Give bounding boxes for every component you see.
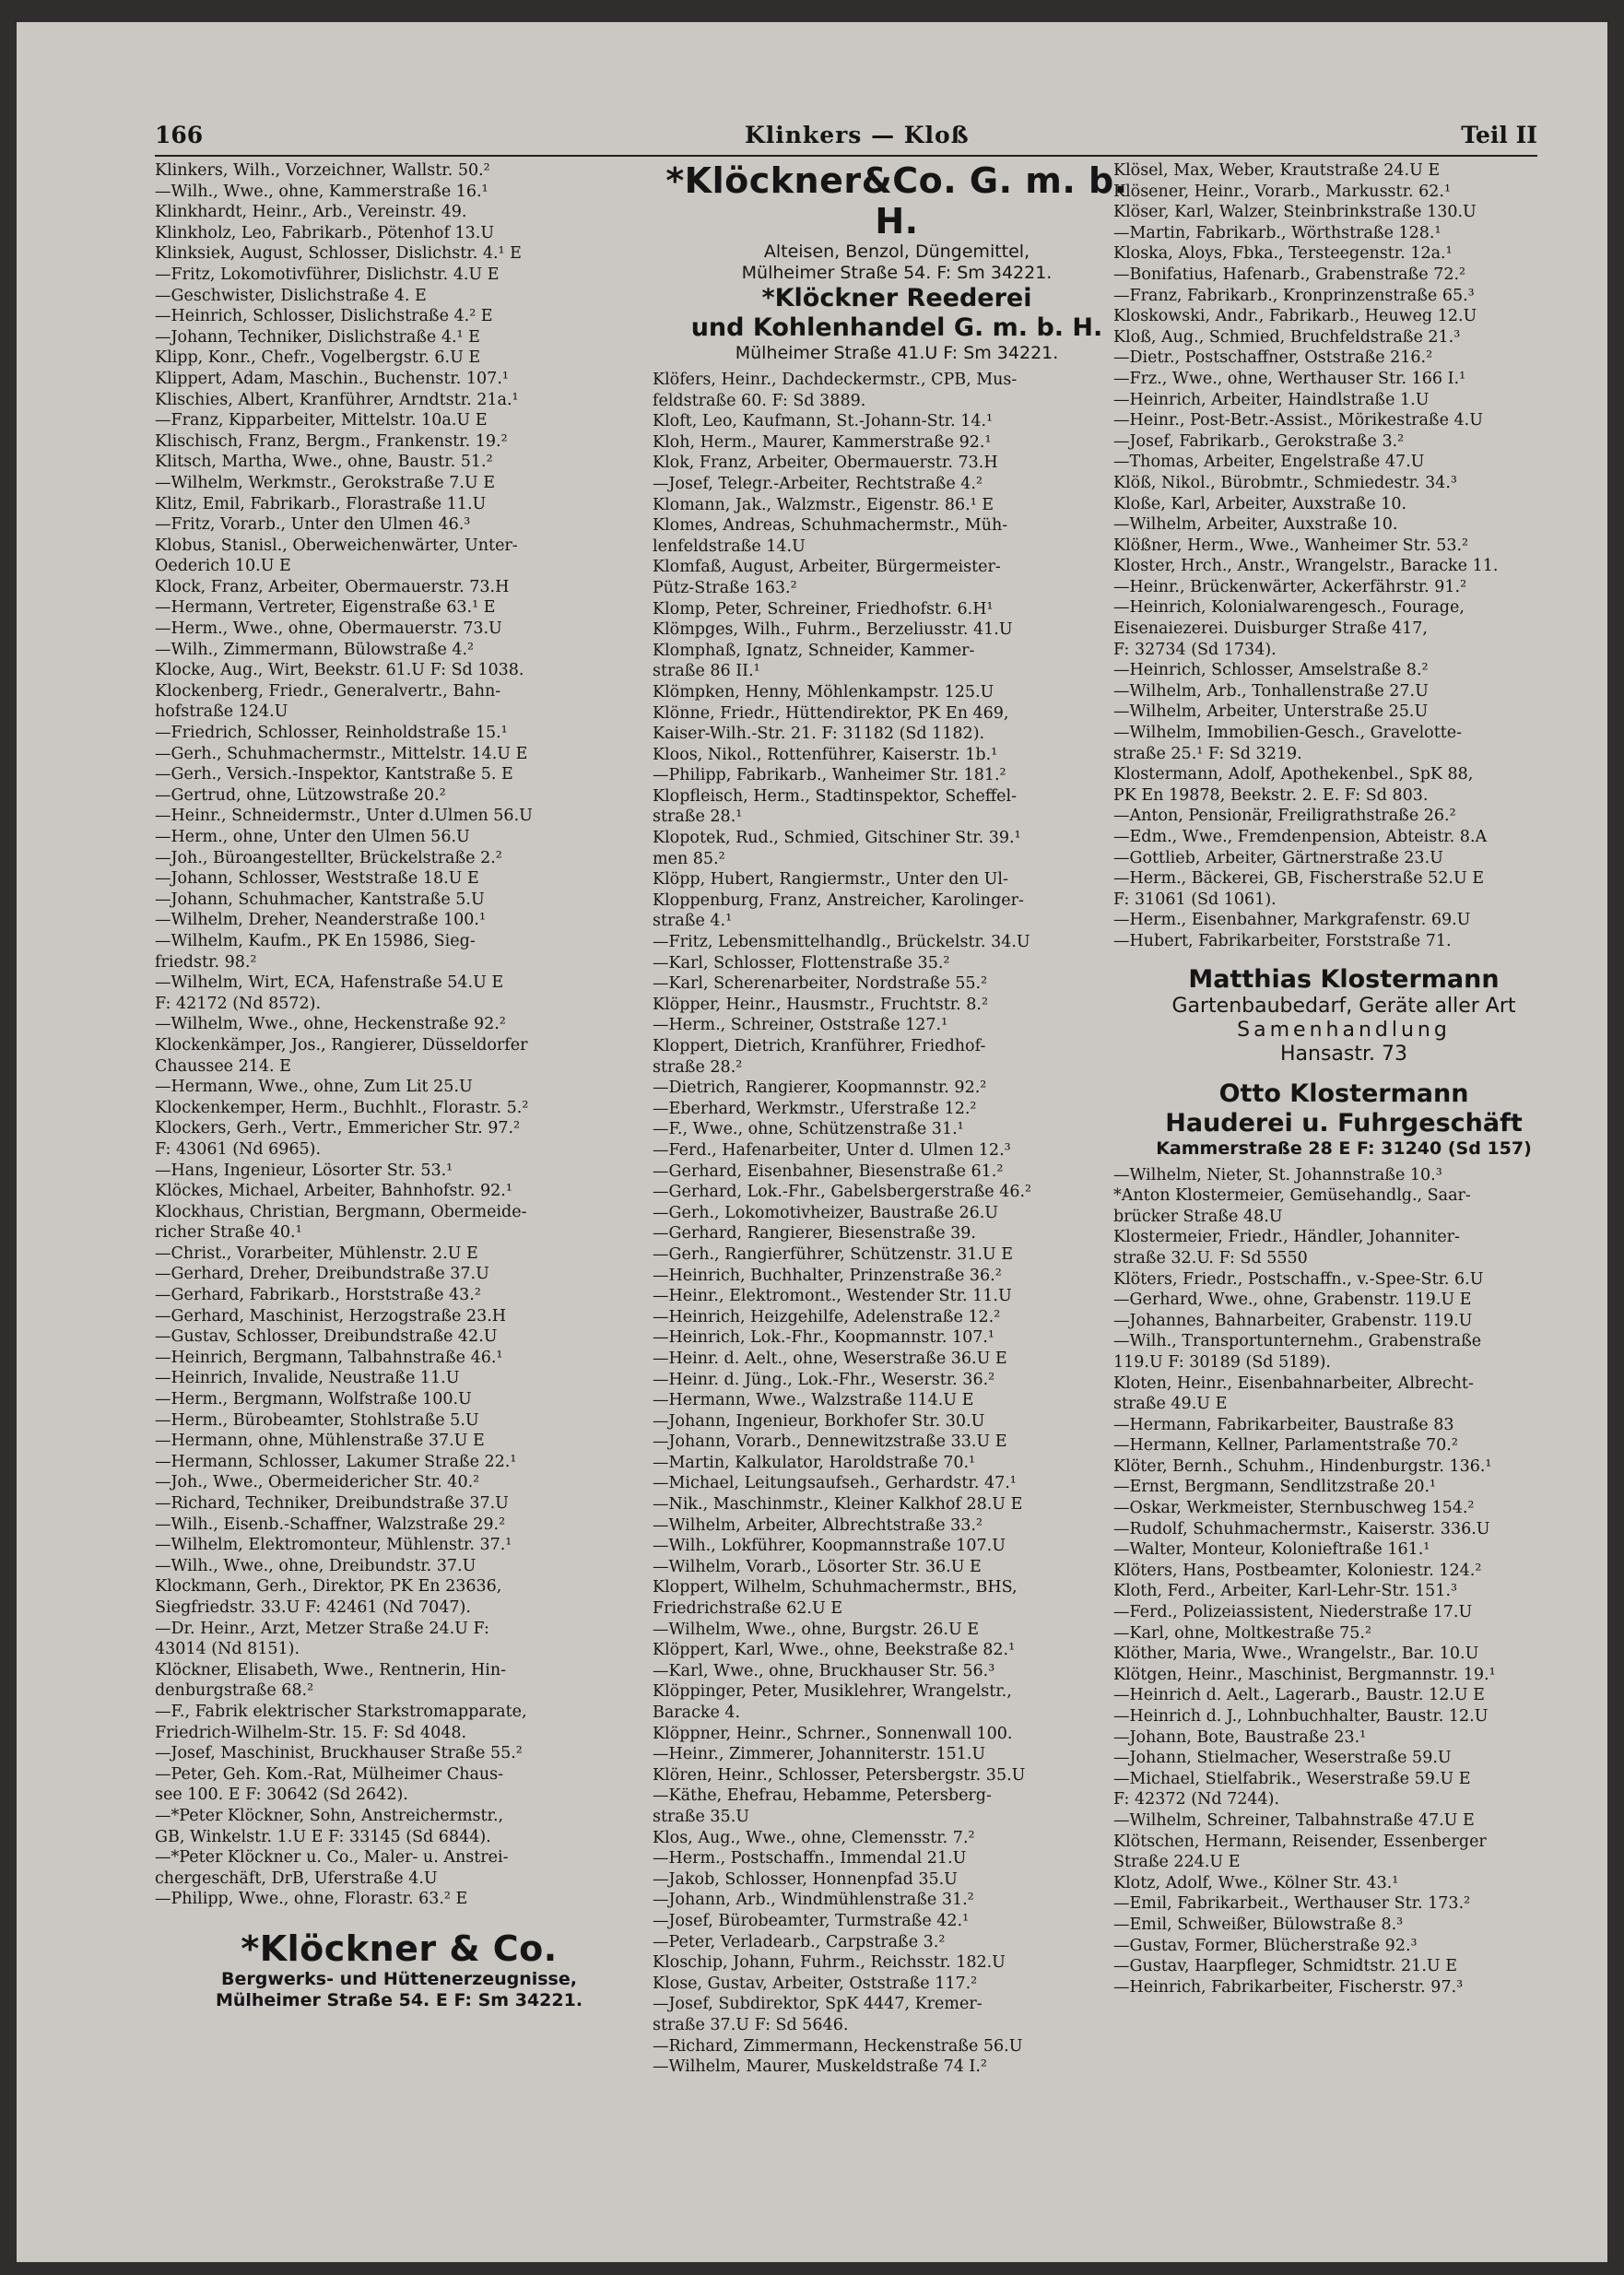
- directory-entry: —Johann, Techniker, Dislichstraße 4.¹ E: [155, 327, 480, 347]
- directory-entry: —Wilhelm, Arbeiter, Auxstraße 10.: [1113, 515, 1398, 535]
- directory-entry: Klockenberg, Friedr., Generalvertr., Bahn-: [155, 681, 501, 701]
- directory-entry: Kloße, Karl, Arbeiter, Auxstraße 10.: [1113, 494, 1407, 513]
- directory-entry: Klitsch, Martha, Wwe., ohne, Baustr. 51.²: [155, 453, 493, 472]
- ad-title: Otto Klostermann: [1218, 1079, 1469, 1108]
- directory-entry: Kloß, Aug., Schmied, Bruchfeldstraße 21.³: [1113, 327, 1461, 347]
- directory-entry: —Johann, Arb., Windmühlenstraße 31.²: [653, 1891, 974, 1910]
- directory-entry: —Frz., Wwe., ohne, Werthauser Str. 166 I.¹: [1113, 369, 1466, 388]
- directory-entry: —Emil, Fabrikarbeit., Werthauser Str. 173.²: [1113, 1894, 1471, 1914]
- directory-entry: Siegfriedstr. 33.U F: 42461 (Nd 7047).: [155, 1597, 471, 1617]
- directory-entry: Klomp, Peter, Schreiner, Friedhofstr. 6.H¹: [653, 599, 994, 619]
- directory-entry: —F., Wwe., ohne, Schützenstraße 31.¹: [653, 1120, 964, 1139]
- directory-entry: Klopfleisch, Herm., Stadtinspektor, Scheffel-: [653, 786, 1018, 806]
- directory-entry: F: 42372 (Nd 7244).: [1113, 1790, 1280, 1809]
- directory-entry: —F., Fabrik elektrischer Starkstromapparate,: [155, 1702, 527, 1721]
- directory-entry: Klopotek, Rud., Schmied, Gitschiner Str. 39.¹: [653, 829, 1021, 848]
- directory-entry: —Herm., Postschaffn., Immendal 21.U: [653, 1849, 967, 1868]
- directory-entry: brücker Straße 48.U: [1113, 1207, 1283, 1226]
- directory-entry: Kloskowski, Andr., Fabrikarb., Heuweg 12.U: [1113, 307, 1477, 326]
- directory-entry: —Hermann, Wwe., ohne, Zum Lit 25.U: [155, 1078, 473, 1097]
- directory-entry: —Nik., Maschinmstr., Kleiner Kalkhof 28.U E: [653, 1495, 1023, 1515]
- directory-entry: —Heinr., Elektromont., Westender Str. 11.U: [653, 1287, 1012, 1306]
- directory-entry: —Johann, Schuhmacher, Kantstraße 5.U: [155, 890, 485, 909]
- directory-entry: —Heinr. d. Jüng., Lok.-Fhr., Weserstr. 36.²: [653, 1370, 995, 1389]
- directory-entry: friedstr. 98.²: [155, 952, 257, 972]
- directory-entry: see 100. E F: 30642 (Sd 2642).: [155, 1786, 408, 1805]
- directory-entry: Klöter, Bernh., Schuhm., Hindenburgstr. 136.¹: [1113, 1456, 1492, 1476]
- directory-entry: —Gustav, Haarpfleger, Schmidtstr. 21.U E: [1113, 1957, 1457, 1976]
- directory-entry: —Johannes, Bahnarbeiter, Grabenstr. 119.U: [1113, 1311, 1473, 1330]
- directory-entry: Baracke 4.: [653, 1703, 741, 1722]
- directory-entry: —Geschwister, Dislichstraße 4. E: [155, 286, 427, 305]
- directory-entry: —Gerh., Versich.-Inspektor, Kantstraße 5. E: [155, 765, 513, 784]
- directory-entry: lenfeldstraße 14.U: [653, 536, 806, 556]
- directory-entry: —Dietrich, Rangierer, Koopmannstr. 92.²: [653, 1079, 987, 1098]
- directory-entry: —Heinr., Post-Betr.-Assist., Mörikestraße 4.U: [1113, 411, 1483, 430]
- directory-entry: —Hans, Ingenieur, Lösorter Str. 53.¹: [155, 1161, 453, 1180]
- directory-entry: Klostermann, Adolf, Apothekenbel., SpK 88,: [1113, 765, 1474, 784]
- directory-entry: —Heinrich d. Aelt., Lagerarb., Baustr. 12.U E: [1113, 1686, 1485, 1705]
- ad-title: Hauderei u. Fuhrgeschäft: [1165, 1108, 1523, 1138]
- directory-entry: —Gustav, Former, Blücherstraße 92.³: [1113, 1936, 1418, 1955]
- section-label: Teil II: [1461, 122, 1537, 148]
- directory-entry: —Wilh., Wwe., ohne, Dreibundstr. 37.U: [155, 1556, 477, 1575]
- directory-entry: —Heinr., Schneidermstr., Unter d.Ulmen 56.U: [155, 807, 533, 826]
- directory-entry: —Herm., Wwe., ohne, Obermauerstr. 73.U: [155, 619, 502, 639]
- directory-entry: —Josef, Fabrikarb., Gerokstraße 3.²: [1113, 431, 1405, 451]
- directory-entry: Klockmann, Gerh., Direktor, PK En 23636,: [155, 1577, 502, 1597]
- ad-line: Mülheimer Straße 54. E F: Sm 34221.: [215, 1989, 583, 2010]
- directory-entry: straße 49.U E: [1113, 1395, 1228, 1414]
- directory-entry: —Hermann, Wwe., Walzstraße 114.U E: [653, 1391, 974, 1410]
- directory-entry: —Gerh., Lokomotivheizer, Baustraße 26.U: [653, 1203, 999, 1222]
- entry-list-right-tail: [1113, 1165, 1574, 1998]
- directory-entry: —Karl, Scherenarbeiter, Nordstraße 55.²: [653, 974, 988, 994]
- entry-list-right: [1113, 160, 1574, 952]
- directory-entry: —Herm., Schreiner, Oststraße 127.¹: [653, 1016, 948, 1035]
- directory-entry: —Wilhelm, Schreiner, Talbahnstraße 47.U E: [1113, 1810, 1475, 1830]
- directory-entry: —Heinrich, Arbeiter, Haindlstraße 1.U: [1113, 390, 1430, 409]
- directory-entry: —Heinrich, Kolonialwarengesch., Fouragе,: [1113, 598, 1465, 618]
- directory-entry: —Eberhard, Werkmstr., Uferstraße 12.²: [653, 1099, 977, 1118]
- directory-entry: —Emil, Schweißer, Bülowstraße 8.³: [1113, 1915, 1404, 1934]
- directory-entry: —Christ., Vorarbeiter, Mühlenstr. 2.U E: [155, 1244, 478, 1263]
- directory-entry: Klösel, Max, Weber, Krautstraße 24.U E: [1113, 161, 1441, 180]
- directory-entry: —Heinrich, Fabrikarbeiter, Fischerstr. 97.³: [1113, 1977, 1464, 1997]
- directory-entry: —Heinr. d. Aelt., ohne, Weserstraße 36.U E: [653, 1349, 1007, 1368]
- directory-entry: —Richard, Techniker, Dreibundstraße 37.U: [155, 1494, 509, 1513]
- directory-entry: —Johann, Bote, Baustraße 23.¹: [1113, 1727, 1367, 1747]
- directory-entry: —Wilhelm, Werkmstr., Gerokstraße 7.U E: [155, 473, 495, 492]
- ad-kloeckner-co: [155, 1928, 643, 2011]
- directory-entry: —Gerhard, Wwe., ohne, Grabenstr. 119.U E: [1113, 1291, 1472, 1310]
- directory-entry: Klören, Heinr., Schlosser, Petersbergstr. 35.U: [653, 1765, 1026, 1785]
- directory-entry: Pütz-Straße 163.²: [653, 578, 797, 597]
- directory-entry: Klomes, Andreas, Schuhmachermstr., Müh-: [653, 516, 1008, 536]
- directory-entry: Klischisch, Franz, Bergm., Frankenstr. 19.²: [155, 431, 508, 451]
- directory-entry: straße 35.U: [653, 1807, 749, 1826]
- directory-entry: —Michael, Stielfabrik., Weserstraße 59.U E: [1113, 1769, 1471, 1788]
- directory-entry: F: 43061 (Nd 6965).: [155, 1139, 322, 1159]
- directory-entry: —Wilh., Wwe., ohne, Kammerstraße 16.¹: [155, 182, 488, 201]
- directory-entry: F: 31061 (Sd 1061).: [1113, 890, 1277, 909]
- directory-entry: Klötgen, Heinr., Maschinist, Bergmannstr. 19.¹: [1113, 1665, 1496, 1684]
- directory-entry: —Heinrich, Invalide, Neustraße 11.U: [155, 1369, 460, 1388]
- directory-entry: —Fritz, Lebensmittelhandlg., Brückelstr. 34.U: [653, 933, 1030, 952]
- directory-entry: Eisenaiezerei. Duisburger Straße 417,: [1113, 619, 1428, 639]
- directory-entry: —Ernst, Bergmann, Sendlitzstraße 20.¹: [1113, 1478, 1437, 1497]
- directory-entry: —Gerh., Rangierführer, Schützenstr. 31.U E: [653, 1244, 1013, 1264]
- directory-entry: —Josef, Telegr.-Arbeiter, Rechtstraße 4.²: [653, 474, 983, 493]
- directory-entry: Klöpper, Heinr., Hausmstr., Fruchtstr. 8.²: [653, 995, 989, 1014]
- directory-entry: Klötschen, Hermann, Reisender, Essenberger: [1113, 1832, 1487, 1851]
- ad-kloeckner-gmbh: [653, 160, 1141, 364]
- directory-entry: —Gerhard, Maschinist, Herzogstraße 23.H: [155, 1306, 507, 1326]
- directory-entry: —Gerh., Schuhmachermstr., Mittelstr. 14.U E: [155, 744, 528, 763]
- directory-entry: —Fritz, Vorarb., Unter den Ulmen 46.³: [155, 515, 471, 535]
- directory-entry: —Franz, Fabrikarb., Kronprinzenstraße 65.³: [1113, 286, 1475, 305]
- directory-entry: —Gottlieb, Arbeiter, Gärtnerstraße 23.U: [1113, 848, 1443, 867]
- directory-entry: PK En 19878, Beekstr. 2. E. F: Sd 803.: [1113, 785, 1429, 805]
- directory-entry: Kloos, Nikol., Rottenführer, Kaiserstr. 1b.¹: [653, 745, 998, 764]
- directory-entry: —Herm., Eisenbahner, Markgrafenstr. 69.U: [1113, 911, 1471, 930]
- directory-entry: —Josef, Subdirektor, SpK 4447, Kremer-: [653, 1995, 983, 2014]
- directory-entry: Kloppenburg, Franz, Anstreicher, Karolinger-: [653, 890, 1024, 910]
- ad-title: *Klöckner&Co. G. m. b. H.: [665, 160, 1128, 242]
- directory-entry: straße 4.¹: [653, 912, 733, 931]
- directory-entry: Kloster, Hrch., Anstr., Wrangelstr., Baracke 11.: [1113, 557, 1499, 576]
- directory-entry: F: 32734 (Sd 1734).: [1113, 640, 1277, 659]
- directory-entry: —Jakob, Schlosser, Honnenpfad 35.U: [653, 1869, 958, 1889]
- directory-entry: Klömpges, Wilh., Fuhrm., Berzeliusstr. 41.U: [653, 620, 1013, 640]
- directory-entry: Kaiser-Wilh.-Str. 21. F: 31182 (Sd 1182).: [653, 725, 985, 744]
- directory-entry: —Joh., Büroangestellter, Brückelstraße 2.²: [155, 848, 502, 867]
- column-right: [1113, 160, 1574, 1998]
- page-range: Klinkers — Kloß: [745, 122, 970, 148]
- directory-entry: —Franz, Kipparbeiter, Mittelstr. 10a.U E: [155, 411, 488, 430]
- directory-entry: —Herm., Bürobeamter, Stohlstraße 5.U: [155, 1410, 479, 1430]
- directory-entry: —Wilhelm, Wwe., ohne, Heckenstraße 92.²: [155, 1015, 506, 1034]
- directory-entry: —Gertrud, ohne, Lützowstraße 20.²: [155, 785, 446, 805]
- directory-entry: straße 28.²: [653, 1057, 743, 1077]
- directory-entry: hofstraße 124.U: [155, 702, 288, 722]
- directory-entry: richer Straße 40.¹: [155, 1223, 302, 1243]
- directory-entry: Klok, Franz, Arbeiter, Obermauerstr. 73.H: [653, 454, 998, 473]
- directory-entry: Klöters, Friedr., Postschaffn., v.-Spee-Str. 6.U: [1113, 1269, 1484, 1289]
- directory-entry: —Herm., Bergmann, Wolfstraße 100.U: [155, 1390, 472, 1409]
- directory-entry: —Rudolf, Schuhmachermstr., Kaiserstr. 336.U: [1113, 1519, 1490, 1538]
- directory-entry: —Gerhard, Dreher, Dreibundstraße 37.U: [155, 1265, 489, 1284]
- directory-entry: Klockenkämper, Jos., Rangierer, Düsseldorfer: [155, 1035, 528, 1055]
- directory-entry: —Wilhelm, Nieter, St. Johannstraße 10.³: [1113, 1165, 1442, 1185]
- directory-entry: Klomphaß, Ignatz, Schneider, Kammer-: [653, 641, 975, 660]
- directory-entry: Klöpp, Hubert, Rangiermstr., Unter den Ul-: [653, 870, 1008, 890]
- directory-entry: straße 37.U F: Sd 5646.: [653, 2015, 849, 2034]
- directory-entry: —Wilh., Transportunternehm., Grabenstraße: [1113, 1332, 1482, 1351]
- directory-entry: Klößner, Herm., Wwe., Wanheimer Str. 53.²: [1113, 536, 1469, 555]
- directory-entry: denburgstraße 68.²: [155, 1681, 314, 1701]
- ad-line: Mülheimer Straße 41.U F: Sm 34221.: [735, 343, 1059, 363]
- directory-entry: Friedrich-Wilhelm-Str. 15. F: Sd 4048.: [155, 1723, 467, 1742]
- directory-entry: —Karl, ohne, Moltkestraße 75.²: [1113, 1623, 1371, 1643]
- ad-title: und Kohlenhandel G. m. b. H.: [690, 313, 1103, 342]
- directory-entry: —Philipp, Fabrikarb., Wanheimer Str. 181.²: [653, 766, 1006, 785]
- ad-title: *Klöckner & Co.: [241, 1927, 558, 1969]
- directory-entry: *Anton Klostermeier, Gemüsehandlg., Saar-: [1113, 1186, 1471, 1206]
- directory-entry: Klinkholz, Leo, Fabrikarb., Pötenhof 13.U: [155, 223, 495, 242]
- directory-entry: Klose, Gustav, Arbeiter, Oststraße 117.²: [653, 1974, 978, 1993]
- directory-entry: Klocke, Aug., Wirt, Beekstr. 61.U F: Sd 1038.: [155, 661, 524, 680]
- directory-entry: —Peter, Verladearb., Carpstraße 3.²: [653, 1932, 946, 1951]
- directory-entry: Klinkers, Wilh., Vorzeichner, Wallstr. 50.²: [155, 161, 490, 180]
- ad-line: Hansastr. 73: [1279, 1042, 1407, 1066]
- directory-entry: Klöppner, Heinr., Schrner., Sonnenwall 100.: [653, 1724, 1013, 1743]
- directory-entry: Klippert, Adam, Maschin., Buchenstr. 107.¹: [155, 369, 509, 388]
- ad-line: Alteisen, Benzol, Düngemittel,: [763, 242, 1030, 262]
- directory-entry: —Wilhelm, Arbeiter, Albrechtstraße 33.²: [653, 1515, 983, 1535]
- directory-entry: —Fritz, Lokomotivführer, Dislichstr. 4.U E: [155, 265, 500, 284]
- directory-entry: —Heinr., Zimmerer, Johanniterstr. 151.U: [653, 1745, 986, 1764]
- directory-entry: men 85.²: [653, 849, 725, 868]
- directory-entry: —Wilhelm, Kaufm., PK En 15986, Sieg-: [155, 931, 476, 950]
- directory-entry: Klomfaß, August, Arbeiter, Bürgermeister-: [653, 558, 1001, 577]
- directory-entry: Oederich 10.U E: [155, 557, 291, 576]
- directory-entry: —Wilh., Zimmermann, Bülowstraße 4.²: [155, 640, 475, 659]
- directory-entry: straße 25.¹ F: Sd 3219.: [1113, 744, 1302, 763]
- directory-entry: —Oskar, Werkmeister, Sternbuschweg 154.²: [1113, 1499, 1475, 1518]
- directory-entry: Kloten, Heinr., Eisenbahnarbeiter, Albrecht-: [1113, 1373, 1474, 1393]
- directory-entry: Klöppinger, Peter, Musiklehrer, Wrangelstr.,: [653, 1682, 1012, 1702]
- directory-entry: —Heinrich, Bergmann, Talbahnstraße 46.¹: [155, 1348, 503, 1367]
- directory-entry: —Michael, Leitungsaufseh., Gerhardstr. 47.¹: [653, 1474, 1017, 1493]
- directory-entry: Klockers, Gerh., Vertr., Emmericher Str. 97.²: [155, 1119, 521, 1138]
- directory-entry: straße 86 II.¹: [653, 662, 760, 681]
- directory-entry: Klömpken, Henny, Möhlenkampstr. 125.U: [653, 682, 994, 701]
- ad-line: Mülheimer Straße 54. F: Sm 34221.: [741, 263, 1053, 283]
- directory-entry: Klockhaus, Christian, Bergmann, Obermeide-: [155, 1202, 527, 1221]
- directory-entry: —Gustav, Schlosser, Dreibundstraße 42.U: [155, 1327, 498, 1347]
- directory-entry: —Joh., Wwe., Obermeidericher Str. 40.²: [155, 1473, 480, 1492]
- directory-entry: —Hubert, Fabrikarbeiter, Forststraße 71.: [1113, 931, 1452, 950]
- page-header: [155, 122, 1537, 157]
- directory-entry: Klos, Aug., Wwe., ohne, Clemensstr. 7.²: [653, 1828, 975, 1847]
- directory-entry: Klostermeier, Friedr., Händler, Johanniter-: [1113, 1228, 1460, 1247]
- directory-entry: Friedrichstraße 62.U E: [653, 1599, 843, 1619]
- directory-entry: Kloschip, Johann, Fuhrm., Reichsstr. 182.U: [653, 1953, 1006, 1973]
- directory-entry: —Ferd., Hafenarbeiter, Unter d. Ulmen 12.³: [653, 1140, 1011, 1160]
- directory-entry: —Gerhard, Rangierer, Biesenstraße 39.: [653, 1224, 976, 1244]
- directory-entry: Klockenkemper, Herm., Buchhlt., Florastr. 5.²: [155, 1098, 529, 1117]
- directory-entry: —Wilhelm, Vorarb., Lösorter Str. 36.U E: [653, 1557, 982, 1576]
- ad-line: Gartenbaubedarf, Geräte aller Art: [1171, 994, 1516, 1018]
- directory-entry: —Edm., Wwe., Fremdenpension, Abteistr. 8.A: [1113, 828, 1488, 846]
- ad-title: Matthias Klostermann: [1188, 964, 1500, 994]
- directory-page: [17, 22, 1607, 2262]
- directory-entry: —Johann, Ingenieur, Borkhofer Str. 30.U: [653, 1411, 985, 1431]
- directory-entry: Klipp, Konr., Chefr., Vogelbergstr. 6.U E: [155, 348, 481, 368]
- directory-entry: —Heinrich d. J., Lohnbuchhalter, Baustr. 12.U: [1113, 1707, 1489, 1726]
- directory-entry: —Dietr., Postschaffner, Oststraße 216.²: [1113, 348, 1433, 368]
- ad-line: Samenhandlung: [1237, 1018, 1451, 1042]
- directory-entry: Klöser, Karl, Walzer, Steinbrinkstraße 130.U: [1113, 203, 1477, 222]
- directory-entry: —Gerhard, Fabrikarb., Horststraße 43.²: [155, 1286, 481, 1305]
- directory-entry: —Wilhelm, Immobilien-Gesch., Gravelotte-: [1113, 724, 1463, 743]
- directory-entry: —Wilhelm, Wirt, ECA, Hafenstraße 54.U E: [155, 973, 504, 993]
- directory-entry: —Heinrich, Heizgehilfe, Adelenstraße 12.²: [653, 1307, 1001, 1326]
- directory-entry: —Karl, Wwe., ohne, Bruckhauser Str. 56.³: [653, 1661, 995, 1680]
- directory-entry: Klöfers, Heinr., Dachdeckermstr., CPB, Mus-: [653, 371, 1018, 389]
- directory-entry: —Heinrich, Buchhalter, Prinzenstraße 36.²: [653, 1266, 1002, 1285]
- directory-entry: —Walter, Monteur, Kolonieftraße 161.¹: [1113, 1540, 1430, 1560]
- directory-entry: Klöckes, Michael, Arbeiter, Bahnhofstr. 92.¹: [155, 1182, 512, 1201]
- directory-entry: —Herm., ohne, Unter den Ulmen 56.U: [155, 828, 470, 846]
- directory-entry: —Ferd., Polizeiassistent, Niederstraße 17.U: [1113, 1603, 1473, 1622]
- directory-entry: —Wilhelm, Arb., Tonhallenstraße 27.U: [1113, 681, 1429, 701]
- directory-entry: —Gerhard, Lok.-Fhr., Gabelsbergerstraße 46.²: [653, 1183, 1032, 1202]
- directory-entry: —Richard, Zimmermann, Heckenstraße 56.U: [653, 2036, 1023, 2056]
- directory-entry: Kloth, Ferd., Arbeiter, Karl-Lehr-Str. 151.³: [1113, 1582, 1458, 1601]
- directory-entry: Kloh, Herm., Maurer, Kammerstraße 92.¹: [653, 432, 992, 452]
- ad-title: *Klöckner Reederei: [761, 284, 1032, 312]
- directory-entry: Klomann, Jak., Walzmstr., Eigenstr. 86.¹ E: [653, 495, 994, 514]
- directory-entry: Klöther, Maria, Wwe., Wrangelstr., Bar. 10.U: [1113, 1644, 1479, 1664]
- directory-entry: —Johann, Schlosser, Weststraße 18.U E: [155, 869, 479, 889]
- directory-entry: —Josef, Bürobeamter, Turmstraße 42.¹: [653, 1911, 970, 1930]
- directory-entry: Klöß, Nikol., Bürobmtr., Schmiedestr. 34.³: [1113, 473, 1457, 492]
- directory-entry: Klobus, Stanisl., Oberweichenwärter, Unter-: [155, 536, 518, 555]
- directory-entry: —Hermann, Kellner, Parlamentstraße 70.²: [1113, 1436, 1458, 1456]
- directory-entry: —Heinrich, Schlosser, Amselstraße 8.²: [1113, 661, 1429, 680]
- directory-entry: —*Peter Klöckner, Sohn, Anstreichermstr.,: [155, 1806, 504, 1825]
- directory-entry: —Gerhard, Eisenbahner, Biesenstraße 61.²: [653, 1161, 1004, 1181]
- entry-list-middle: [653, 370, 1141, 2078]
- directory-entry: —Anton, Pensionär, Freiligrathstraße 26.²: [1113, 807, 1456, 826]
- entry-list-left: [155, 160, 643, 1910]
- directory-entry: Kloppert, Wilhelm, Schuhmachermstr., BHS,: [653, 1578, 1018, 1597]
- directory-entry: —Hermann, Schlosser, Lakumer Straße 22.¹: [155, 1452, 517, 1471]
- directory-entry: —Herm., Bäckerei, GB, Fischerstraße 52.U E: [1113, 869, 1485, 889]
- directory-entry: —Wilhelm, Arbeiter, Unterstraße 25.U: [1113, 702, 1429, 722]
- directory-entry: —Karl, Schlosser, Flottenstraße 35.²: [653, 953, 950, 972]
- directory-entry: —Hermann, ohne, Mühlenstraße 37.U E: [155, 1432, 485, 1451]
- directory-entry: —Wilhelm, Dreher, Neanderstraße 100.¹: [155, 911, 486, 930]
- directory-entry: —Wilhelm, Elektromonteur, Mühlenstr. 37.¹: [155, 1536, 512, 1555]
- directory-entry: —Käthe, Ehefrau, Hebamme, Petersberg-: [653, 1786, 992, 1806]
- directory-entry: Klöppert, Karl, Wwe., ohne, Beekstraße 82.¹: [653, 1641, 1016, 1660]
- directory-entry: Klöters, Hans, Postbeamter, Koloniestr. 124.²: [1113, 1561, 1482, 1580]
- directory-entry: —Johann, Stielmacher, Weserstraße 59.U: [1113, 1749, 1452, 1768]
- ad-line: Bergwerks- und Hüttenerzeugnisse,: [221, 1968, 577, 1989]
- directory-entry: —Josef, Maschinist, Bruckhauser Straße 55.²: [155, 1744, 523, 1763]
- directory-entry: Kloska, Aloys, Fbka., Tersteegenstr. 12a.¹: [1113, 244, 1453, 264]
- directory-entry: F: 42172 (Nd 8572).: [155, 994, 322, 1013]
- directory-entry: —Bonifatius, Hafenarb., Grabenstraße 72.²: [1113, 265, 1466, 284]
- directory-entry: —Heinrich, Lok.-Fhr., Koopmannstr. 107.¹: [653, 1328, 994, 1348]
- ad-otto-klostermann: [1113, 1079, 1574, 1160]
- directory-entry: Klischies, Albert, Kranführer, Arndtstr. 21a.¹: [155, 390, 519, 409]
- directory-entry: Klock, Franz, Arbeiter, Obermauerstr. 73.H: [155, 577, 510, 596]
- directory-entry: Klinksiek, August, Schlosser, Dislichstr. 4.¹ E: [155, 244, 522, 264]
- column-middle: [653, 160, 1141, 2078]
- directory-entry: feldstraße 60. F: Sd 3889.: [653, 391, 866, 410]
- directory-entry: —Heinr., Brückenwärter, Ackerfährstr. 91.²: [1113, 577, 1467, 596]
- directory-entry: Klitz, Emil, Fabrikarb., Florastraße 11.U: [155, 494, 487, 513]
- directory-entry: 43014 (Nd 8151).: [155, 1640, 300, 1659]
- directory-entry: GB, Winkelstr. 1.U E F: 33145 (Sd 6844).: [155, 1827, 491, 1846]
- directory-entry: Klöckner, Elisabeth, Wwe., Rentnerin, Hin-: [155, 1660, 507, 1680]
- directory-entry: —Heinrich, Schlosser, Dislichstraße 4.² E: [155, 307, 493, 326]
- column-left: [155, 160, 643, 2011]
- directory-entry: —Wilhelm, Wwe., ohne, Burgstr. 26.U E: [653, 1620, 980, 1639]
- directory-entry: Klotz, Adolf, Wwe., Kölner Str. 43.¹: [1113, 1873, 1399, 1892]
- directory-entry: 119.U F: 30189 (Sd 5189).: [1113, 1352, 1331, 1372]
- directory-entry: —*Peter Klöckner u. Co., Maler- u. Anstrei-: [155, 1848, 509, 1868]
- ad-matthias-klostermann: [1113, 965, 1574, 1067]
- directory-entry: Klinkhardt, Heinr., Arb., Vereinstr. 49.: [155, 203, 467, 222]
- directory-entry: —Philipp, Wwe., ohne, Florastr. 63.² E: [155, 1890, 468, 1909]
- directory-entry: —Wilh., Lokführer, Koopmannstraße 107.U: [653, 1537, 1006, 1556]
- directory-entry: straße 32.U. F: Sd 5550: [1113, 1248, 1308, 1267]
- directory-entry: Kloft, Leo, Kaufmann, St.-Johann-Str. 14.¹: [653, 412, 994, 431]
- directory-entry: —Martin, Kalkulator, Haroldstraße 70.¹: [653, 1453, 976, 1472]
- directory-entry: straße 28.¹: [653, 807, 743, 827]
- directory-entry: —Hermann, Vertreter, Eigenstraße 63.¹ E: [155, 598, 496, 618]
- directory-entry: chergeschäft, DrB, Uferstraße 4.U: [155, 1868, 438, 1888]
- ad-line: Kammerstraße 28 E F: 31240 (Sd 157): [1156, 1138, 1532, 1159]
- directory-entry: Chaussee 214. E: [155, 1056, 291, 1076]
- directory-entry: —Martin, Fabrikarb., Wörthstraße 128.¹: [1113, 223, 1442, 242]
- directory-entry: Straße 224.U E: [1113, 1853, 1241, 1872]
- directory-entry: —Dr. Heinr., Arzt, Metzer Straße 24.U F:: [155, 1619, 489, 1638]
- directory-entry: —Wilh., Eisenb.-Schaffner, Walzstraße 29.²: [155, 1515, 506, 1534]
- directory-entry: Klönne, Friedr., Hüttendirektor, PK En 469,: [653, 703, 1009, 723]
- directory-entry: —Hermann, Fabrikarbeiter, Baustraße 83: [1113, 1415, 1454, 1434]
- directory-entry: —Wilhelm, Maurer, Muskeldstraße 74 I.²: [653, 2057, 987, 2077]
- directory-entry: —Peter, Geh. Kom.-Rat, Mülheimer Chaus-: [155, 1764, 504, 1784]
- directory-entry: Kloppert, Dietrich, Kranführer, Friedhof-: [653, 1037, 986, 1055]
- directory-entry: Klösener, Heinr., Vorarb., Markusstr. 62.¹: [1113, 182, 1451, 201]
- page-number: 166: [155, 122, 204, 148]
- directory-entry: —Johann, Vorarb., Dennewitzstraße 33.U E: [653, 1432, 1007, 1452]
- directory-entry: —Thomas, Arbeiter, Engelstraße 47.U: [1113, 453, 1425, 472]
- directory-entry: —Friedrich, Schlosser, Reinholdstraße 15.¹: [155, 724, 508, 743]
